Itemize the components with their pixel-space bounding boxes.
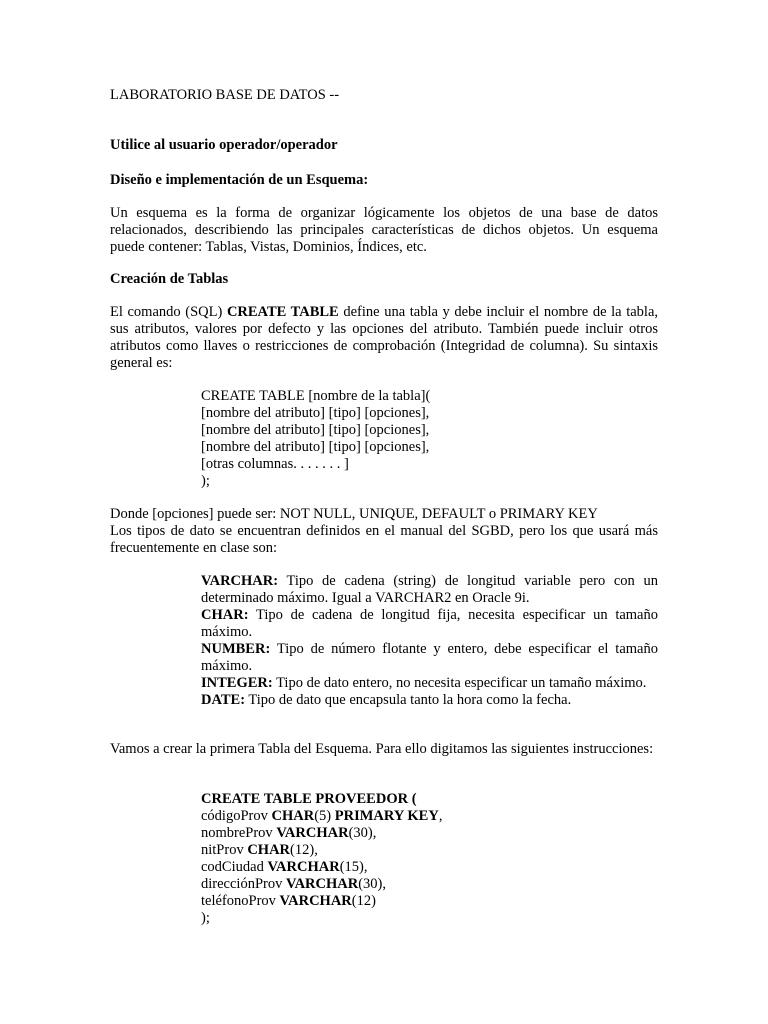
options-line: Donde [opciones] puede ser: NOT NULL, UNIQUE, DEFAULT o PRIMARY KEY [110,506,598,522]
section-heading-schema: Diseño e implementación de un Esquema: [110,172,369,188]
syntax-block [201,388,658,490]
syntax-line: ); [201,473,210,489]
create-statement [201,791,658,927]
syntax-line: CREATE TABLE [nombre de la tabla]( [201,388,431,404]
column-def: codCiudad VARCHAR(15), [201,859,368,875]
column-def: direcciónProv VARCHAR(30), [201,876,387,892]
syntax-line: [nombre del atributo] [tipo] [opciones], [201,439,430,455]
syntax-line: [otras columnas. . . . . . . ] [201,456,349,472]
create-table-paragraph: El comando (SQL) CREATE TABLE define una tabla y debe incluir el nombre de la tabla, sus atributos, valores por defecto y las opciones del atributo. También puede incluir otros atributos como llaves o restricciones de comprobación (Integridad de columna). Su sintaxis general es: [110,304,659,371]
data-type-item: DATE: Tipo de dato que encapsula tanto la hora como la fecha. [201,692,572,708]
data-type-item: VARCHAR: Tipo de cadena (string) de longitud variable pero con un determinado máximo. Igual a VARCHAR2 en Oracle 9i. [201,573,658,606]
data-type-item: CHAR: Tipo de cadena de longitud fija, necesita especificar un tamaño máximo. [201,607,658,640]
create-footer: ); [201,910,210,926]
data-type-item: INTEGER: Tipo de dato entero, no necesita especificar un tamaño máximo. [201,675,647,691]
column-def: códigoProv CHAR(5) PRIMARY KEY, [201,808,443,824]
create-intro: Vamos a crear la primera Tabla del Esquema. Para ello digitamos las siguientes instrucciones: [110,741,654,757]
data-types-list [201,573,658,709]
create-header: CREATE TABLE PROVEEDOR ( [201,791,417,807]
section-heading-tables: Creación de Tablas [110,271,229,287]
data-type-item: NUMBER: Tipo de número flotante y entero, debe especificar el tamaño máximo. [201,641,658,674]
column-def: nitProv CHAR(12), [201,842,318,858]
column-def: nombreProv VARCHAR(30), [201,825,377,841]
user-note: Utilice al usuario operador/operador [110,137,338,153]
document-title: LABORATORIO BASE DE DATOS -- [110,87,340,103]
schema-paragraph: Un esquema es la forma de organizar lógicamente los objetos de una base de datos relacionados, describiendo las principales características de dichos objetos. Un esquema puede contener: Tablas, Vistas, Dominios, Índices, etc. [110,205,658,255]
column-def: teléfonoProv VARCHAR(12) [201,893,376,909]
types-intro: Los tipos de dato se encuentran definidos en el manual del SGBD, pero los que usará más frecuentemente en clase son: [110,523,658,556]
syntax-line: [nombre del atributo] [tipo] [opciones], [201,405,430,421]
syntax-line: [nombre del atributo] [tipo] [opciones], [201,422,430,438]
